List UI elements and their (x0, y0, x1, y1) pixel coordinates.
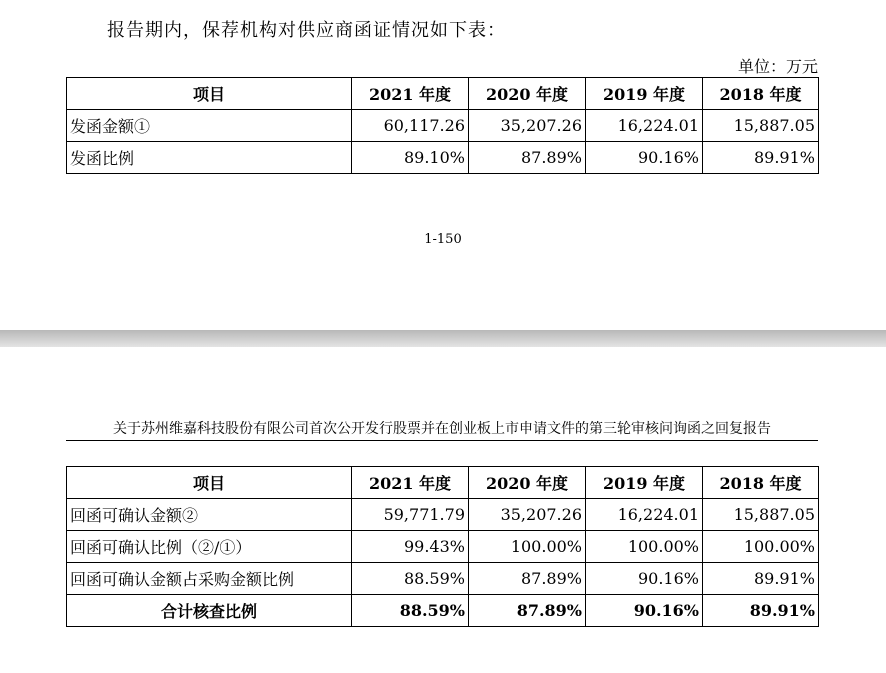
cell-value: 35,207.26 (469, 499, 586, 531)
cell-value: 16,224.01 (586, 110, 703, 142)
table-row (67, 142, 819, 174)
header-item: 项目 (67, 467, 352, 499)
cell-value: 87.89% (469, 563, 586, 595)
header-2019: 2019 年度 (586, 78, 703, 110)
cell-value: 89.91% (703, 142, 819, 174)
cell-value: 100.00% (469, 531, 586, 563)
row-label: 发函金额① (67, 110, 352, 142)
row-label: 回函可确认比例（②/①） (67, 531, 352, 563)
header-2018: 2018 年度 (703, 467, 819, 499)
cell-value: 88.59% (352, 563, 469, 595)
table-header-row (67, 78, 819, 110)
row-label: 合计核查比例 (67, 595, 352, 627)
cell-value: 89.91% (703, 563, 819, 595)
cell-value: 99.43% (352, 531, 469, 563)
confirmation-reply-table (66, 466, 819, 627)
cell-value: 15,887.05 (703, 499, 819, 531)
row-label: 回函可确认金额占采购金额比例 (67, 563, 352, 595)
confirmation-sent-table (66, 77, 819, 174)
header-2020: 2020 年度 (469, 78, 586, 110)
cell-value: 88.59% (352, 595, 469, 627)
page-number: 1-150 (424, 232, 462, 247)
cell-value: 15,887.05 (703, 110, 819, 142)
cell-value: 87.89% (469, 595, 586, 627)
cell-value: 87.89% (469, 142, 586, 174)
header-2021: 2021 年度 (352, 467, 469, 499)
total-row (67, 595, 819, 627)
table-row (67, 563, 819, 595)
table-header-row (67, 467, 819, 499)
cell-value: 59,771.79 (352, 499, 469, 531)
header-2019: 2019 年度 (586, 467, 703, 499)
row-label: 发函比例 (67, 142, 352, 174)
cell-value: 100.00% (586, 531, 703, 563)
cell-value: 100.00% (703, 531, 819, 563)
unit-label: 单位：万元 (737, 57, 818, 76)
cell-value: 90.16% (586, 142, 703, 174)
page-separator (0, 330, 886, 347)
table-row (67, 531, 819, 563)
cell-value: 90.16% (586, 563, 703, 595)
cell-value: 35,207.26 (469, 110, 586, 142)
table-row (67, 110, 819, 142)
header-2018: 2018 年度 (703, 78, 819, 110)
cell-value: 60,117.26 (352, 110, 469, 142)
page-header: 关于苏州维嘉科技股份有限公司首次公开发行股票并在创业板上市申请文件的第三轮审核问询函之回复报告 (66, 418, 818, 441)
cell-value: 16,224.01 (586, 499, 703, 531)
cell-value: 90.16% (586, 595, 703, 627)
intro-text: 报告期内，保荐机构对供应商函证情况如下表： (107, 20, 506, 41)
header-2021: 2021 年度 (352, 78, 469, 110)
table-row (67, 499, 819, 531)
header-2020: 2020 年度 (469, 467, 586, 499)
row-label: 回函可确认金额② (67, 499, 352, 531)
header-item: 项目 (67, 78, 352, 110)
cell-value: 89.10% (352, 142, 469, 174)
cell-value: 89.91% (703, 595, 819, 627)
